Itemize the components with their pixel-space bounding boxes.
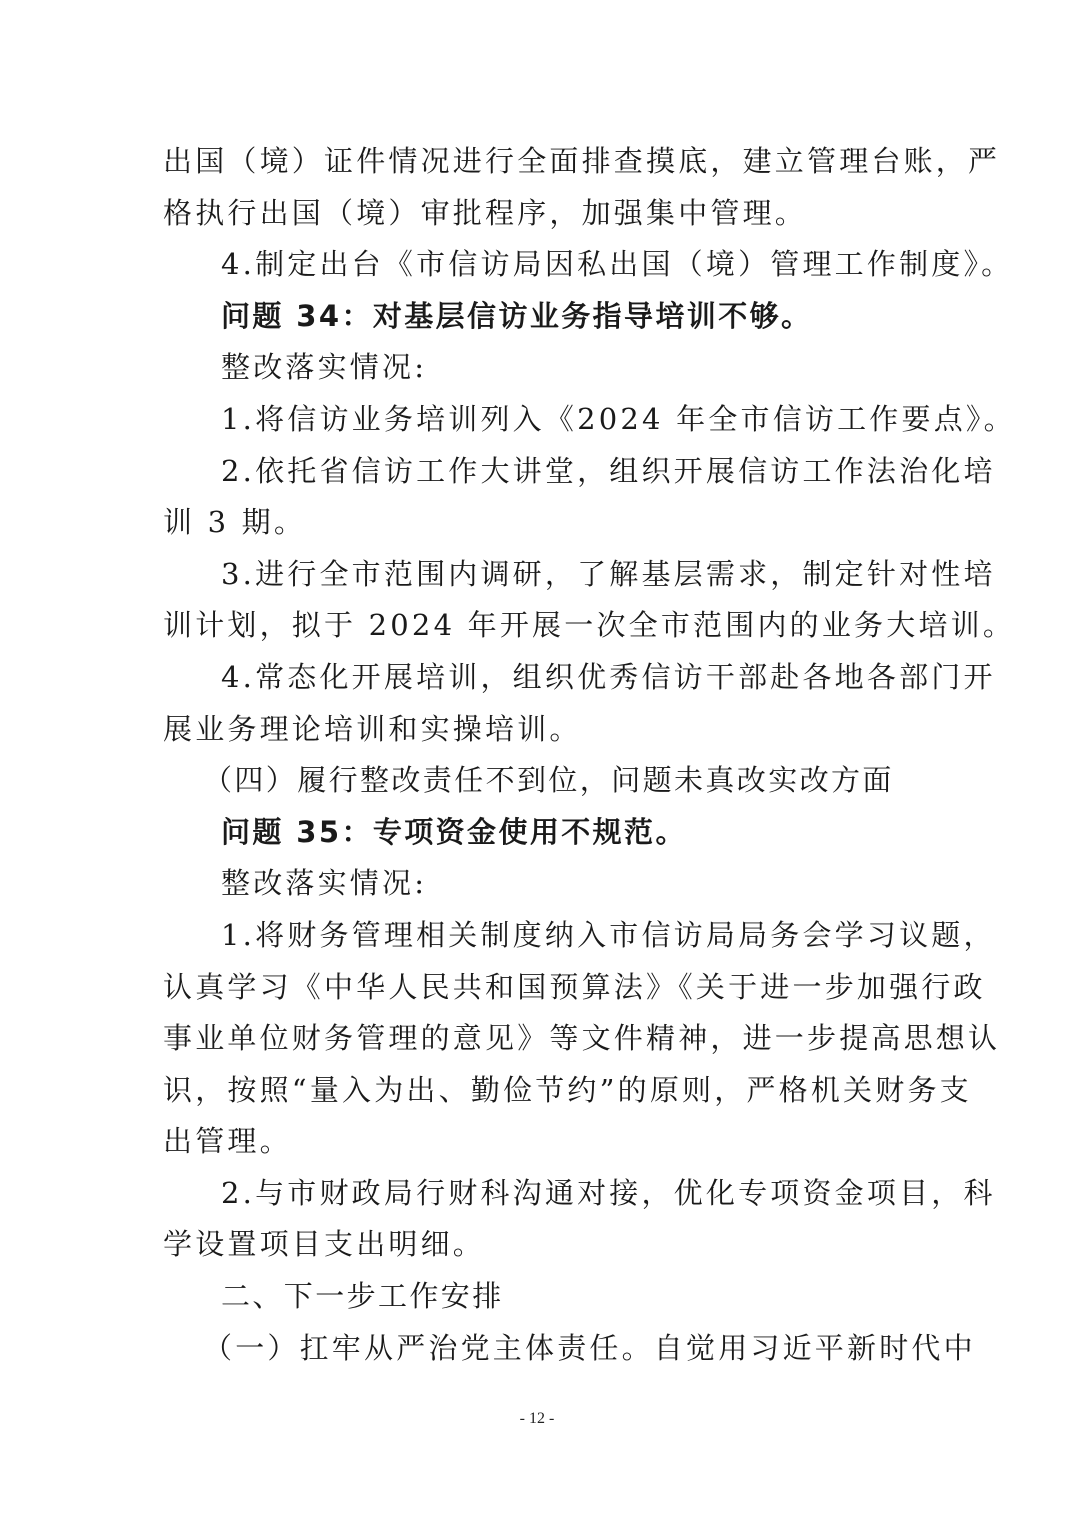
- paragraph-line: 2.依托省信访工作大讲堂，组织开展信访工作法治化培: [221, 453, 996, 488]
- paragraph-line: 事业单位财务管理的意见》等文件精神，进一步提高思想认: [163, 1021, 1001, 1056]
- section-label: 整改落实情况:: [221, 350, 428, 385]
- paragraph-line: 4.常态化开展培训，组织优秀信访干部赴各地各部门开: [221, 659, 996, 694]
- paragraph-line: 出国（境）证件情况进行全面排查摸底，建立管理台账，严: [163, 144, 1001, 178]
- section-heading: 二、下一步工作安排: [221, 1279, 504, 1314]
- paragraph-line: 出管理。: [163, 1124, 292, 1159]
- paragraph-line: 认真学习《中华人民共和国预算法》《关于进一步加强行政: [163, 969, 986, 1004]
- document-body: [163, 136, 1016, 1374]
- paragraph-line: 3.进行全市范围内调研，了解基层需求，制定针对性培: [221, 556, 996, 591]
- paragraph-line: 识，按照“量入为出、勤俭节约”的原则，严格机关财务支: [163, 1072, 972, 1107]
- issue-heading: 问题 35：专项资金使用不规范。: [221, 814, 687, 849]
- paragraph-line: 1.将信访业务培训列入《2024 年全市信访工作要点》。: [221, 401, 1016, 436]
- paragraph-line: 训计划，拟于 2024 年开展一次全市范围内的业务大培训。: [163, 608, 1016, 643]
- paragraph-line: 学设置项目支出明细。: [163, 1227, 486, 1262]
- subsection-heading: （四）履行整改责任不到位，问题未真改实改方面: [203, 763, 894, 798]
- paragraph-line: （一）扛牢从严治党主体责任。自觉用习近平新时代中: [203, 1330, 976, 1365]
- section-label: 整改落实情况:: [221, 866, 428, 901]
- issue-heading: 问题 34：对基层信访业务指导培训不够。: [221, 298, 813, 333]
- paragraph-line: 格执行出国（境）审批程序，加强集中管理。: [163, 195, 808, 230]
- paragraph-line: 1.将财务管理相关制度纳入市信访局局务会学习议题，: [221, 917, 996, 952]
- paragraph-line: 训 3 期。: [163, 505, 307, 540]
- paragraph-line: 展业务理论培训和实操培训。: [163, 711, 582, 746]
- paragraph-line: 2.与市财政局行财科沟通对接，优化专项资金项目，科: [221, 1175, 996, 1210]
- paragraph-line: 4.制定出台《市信访局因私出国（境）管理工作制度》。: [221, 247, 1014, 282]
- page-number: - 12 -: [519, 1410, 555, 1427]
